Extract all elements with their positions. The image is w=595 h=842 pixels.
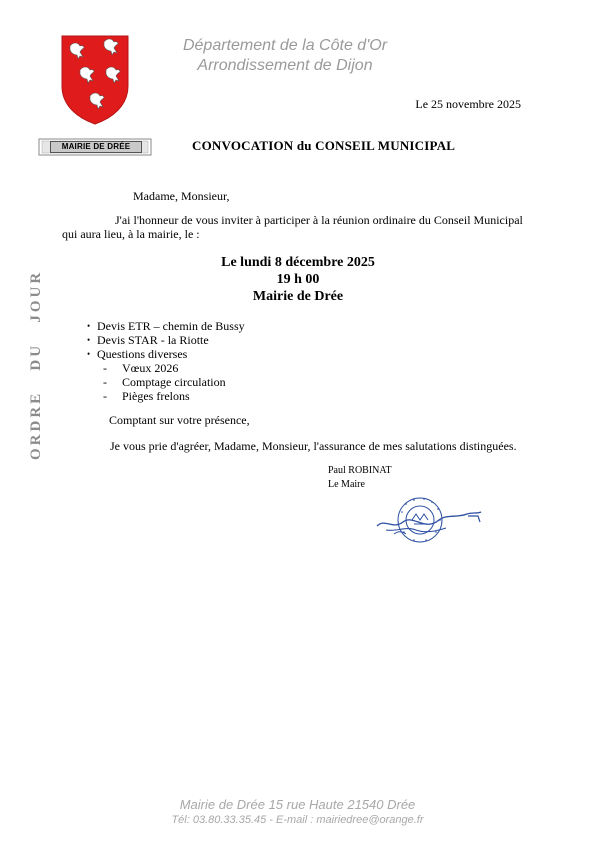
arrondissement-heading: Arrondissement de Dijon	[197, 57, 373, 74]
intro-line-1: J'ai l'honneur de vous inviter à participer à la réunion ordinaire du Conseil Municipal	[115, 213, 523, 227]
meeting-date: Le lundi 8 décembre 2025	[221, 255, 375, 270]
department-heading: Département de la Côte d'Or	[182, 37, 388, 54]
agenda-item-label: Questions diverses	[97, 347, 188, 361]
salutation: Madame, Monsieur,	[133, 189, 230, 203]
agenda-item	[87, 347, 187, 361]
meeting-time: 19 h 00	[276, 272, 320, 287]
agenda-item-label: Devis ETR – chemin de Bussy	[97, 319, 245, 333]
agenda-sub-item	[103, 375, 226, 389]
ordre-du-jour-label: ORDRE DU JOUR	[28, 269, 44, 460]
meeting-place: Mairie de Drée	[252, 289, 344, 304]
sub-item-label: Vœux 2026	[122, 361, 179, 375]
agenda-item-label: Devis STAR - la Riotte	[97, 333, 209, 347]
bullet-icon: •	[87, 321, 91, 331]
signer-name: Paul ROBINAT	[328, 465, 392, 476]
page-title: CONVOCATION du CONSEIL MUNICIPAL	[192, 138, 456, 153]
footer-contact: Tél: 03.80.33.35.45 - E-mail : mairiedree@orange.fr	[171, 814, 424, 826]
closing-line-2: Je vous prie d'agréer, Madame, Monsieur, l'assurance de mes salutations distinguées.	[110, 439, 517, 453]
sub-item-label: Comptage circulation	[122, 375, 226, 389]
agenda-sub-item	[103, 361, 178, 375]
closing-line-1: Comptant sur votre présence,	[109, 413, 250, 427]
agenda-item	[87, 333, 209, 347]
mairie-plaque	[38, 137, 152, 157]
dash-marker: -	[103, 375, 107, 389]
agenda-item	[87, 319, 245, 333]
letter-date: Le 25 novembre 2025	[415, 97, 521, 111]
dash-marker: -	[103, 389, 107, 403]
dash-marker: -	[103, 361, 107, 375]
bullet-icon: •	[87, 349, 91, 359]
sub-item-label: Pièges frelons	[122, 389, 190, 403]
intro-line-2: qui aura lieu, à la mairie, le :	[62, 227, 200, 241]
coat-of-arms-icon	[60, 34, 130, 126]
plaque-label: MAIRIE DE DRÉE	[50, 141, 142, 153]
agenda-sub-item	[103, 389, 190, 403]
signer-title: Le Maire	[328, 479, 365, 490]
bullet-icon: •	[87, 335, 91, 345]
signature-stamp-icon	[372, 490, 492, 550]
footer-address: Mairie de Drée 15 rue Haute 21540 Drée	[179, 797, 416, 812]
